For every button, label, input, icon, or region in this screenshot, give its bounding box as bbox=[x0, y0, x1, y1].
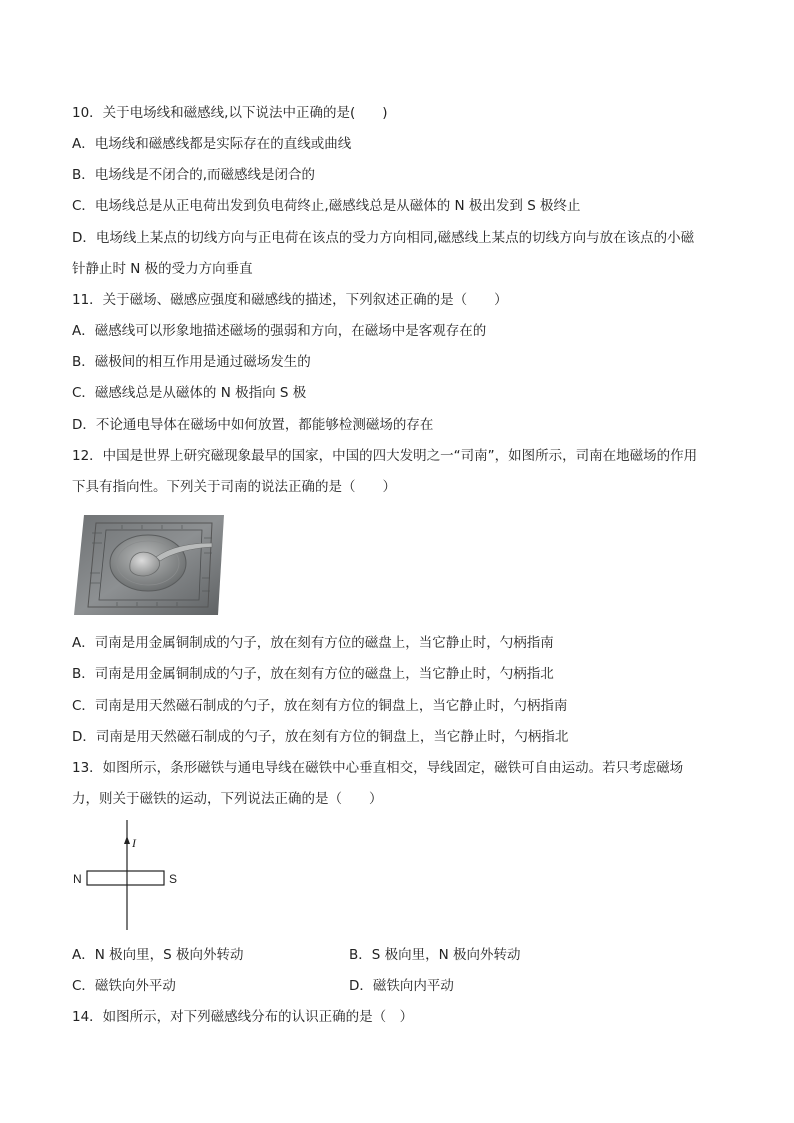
q12-option-b: B．司南是用金属铜制成的勺子，放在刻有方位的磁盘上，当它静止时，勺柄指北 bbox=[72, 666, 554, 682]
magnet-n-label: N bbox=[73, 872, 82, 886]
q10-option-d-line2: 针静止时 N 极的受力方向垂直 bbox=[72, 261, 253, 277]
q12-option-d: D．司南是用天然磁石制成的勺子，放在刻有方位的铜盘上，当它静止时，勺柄指北 bbox=[72, 729, 569, 745]
q13-stem-line2: 力，则关于磁铁的运动，下列说法正确的是（ ） bbox=[72, 791, 383, 807]
q12-option-c: C．司南是用天然磁石制成的勺子，放在刻有方位的铜盘上，当它静止时，勺柄指南 bbox=[72, 698, 568, 714]
q11-option-a: A．磁感线可以形象地描述磁场的强弱和方向，在磁场中是客观存在的 bbox=[72, 323, 487, 339]
q13-option-a: A．N 极向里，S 极向外转动 bbox=[72, 947, 244, 963]
current-label: I bbox=[132, 836, 136, 850]
sinan-compass-photo bbox=[72, 513, 228, 617]
current-arrow-icon bbox=[124, 836, 130, 844]
q13-option-d: D．磁铁向内平动 bbox=[349, 978, 454, 994]
q10-stem: 10．关于电场线和磁感线,以下说法中正确的是( ) bbox=[72, 105, 388, 121]
q12-stem-line2: 下具有指向性。下列关于司南的说法正确的是（ ） bbox=[72, 479, 396, 495]
q10-option-d-line1: D．电场线上某点的切线方向与正电荷在该点的受力方向相同,磁感线上某点的切线方向与放在该点的小磁 bbox=[72, 230, 695, 246]
q10-option-a: A．电场线和磁感线都是实际存在的直线或曲线 bbox=[72, 136, 352, 152]
q13-stem-line1: 13．如图所示，条形磁铁与通电导线在磁铁中心垂直相交，导线固定，磁铁可自由运动。若只考虑磁场 bbox=[72, 760, 684, 776]
q11-option-c: C．磁感线总是从磁体的 N 极指向 S 极 bbox=[72, 385, 307, 401]
q11-option-b: B．磁极间的相互作用是通过磁场发生的 bbox=[72, 354, 311, 370]
magnet-s-label: S bbox=[169, 872, 178, 886]
magnet-wire-diagram bbox=[70, 820, 190, 932]
q13-option-b: B．S 极向里，N 极向外转动 bbox=[349, 947, 521, 963]
bar-magnet bbox=[87, 871, 164, 885]
q14-stem: 14．如图所示，对下列磁感线分布的认识正确的是（ ） bbox=[72, 1009, 414, 1025]
q12-option-a: A．司南是用金属铜制成的勺子，放在刻有方位的磁盘上，当它静止时，勺柄指南 bbox=[72, 635, 554, 651]
q13-option-c: C．磁铁向外平动 bbox=[72, 978, 176, 994]
q10-option-c: C．电场线总是从正电荷出发到负电荷终止,磁感线总是从磁体的 N 极出发到 S 极终止 bbox=[72, 198, 581, 214]
q11-stem: 11．关于磁场、磁感应强度和磁感线的描述，下列叙述正确的是（ ） bbox=[72, 292, 508, 308]
q11-option-d: D．不论通电导体在磁场中如何放置，都能够检测磁场的存在 bbox=[72, 417, 434, 433]
q12-stem-line1: 12．中国是世界上研究磁现象最早的国家，中国的四大发明之一“司南”，如图所示，司南在地磁场的作用 bbox=[72, 448, 698, 464]
q10-option-b: B．电场线是不闭合的,而磁感线是闭合的 bbox=[72, 167, 316, 183]
